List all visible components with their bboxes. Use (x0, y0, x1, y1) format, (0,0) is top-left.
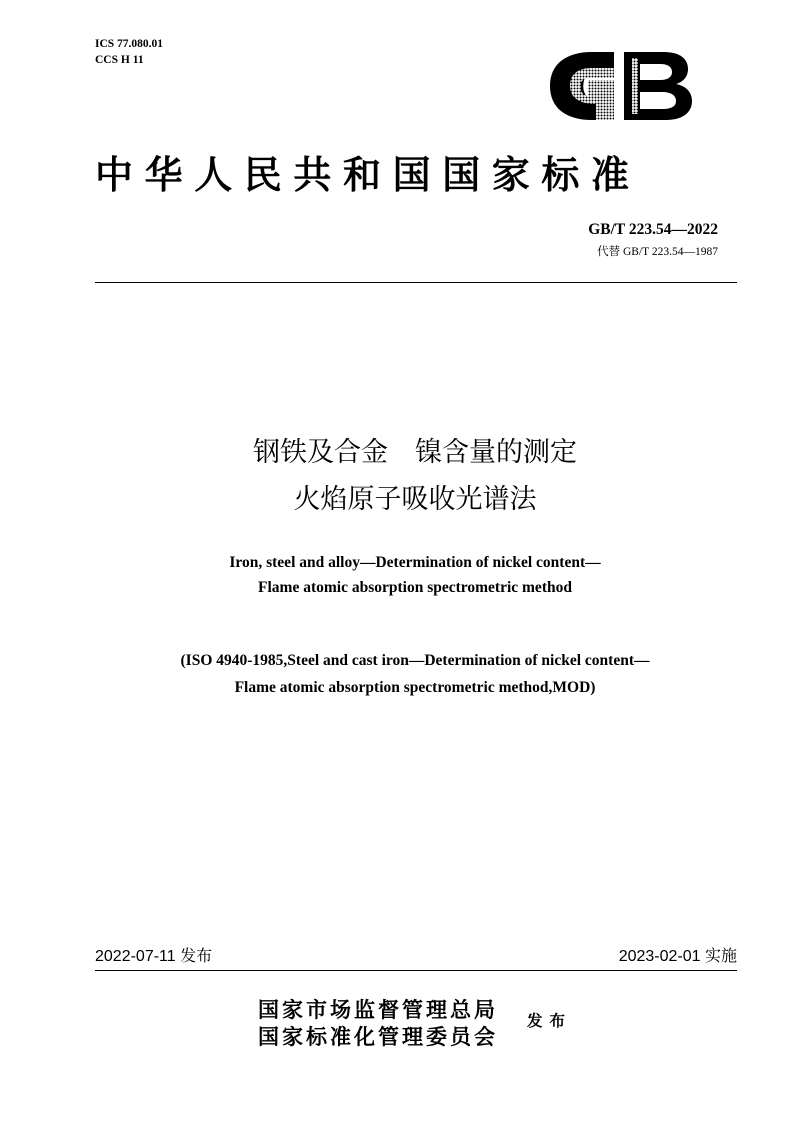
issued-label: 发布 (527, 1012, 573, 1030)
standard-number: GB/T 223.54—2022 (588, 221, 718, 238)
title-zh-line-1: 钢铁及合金 镍含量的测定 (253, 437, 577, 468)
iso-reference-line-1: (ISO 4940-1985,Steel and cast iron—Determination of nickel content— (180, 652, 650, 669)
effective-date: 2023-02-01 实施 (618, 948, 737, 965)
publish-date: 2022-07-11 发布 (95, 948, 213, 965)
classification-codes (95, 36, 163, 68)
ics-code: ICS 77.080.01 (95, 38, 164, 50)
title-en-line-1: Iron, steel and alloy—Determination of nickel content— (229, 554, 601, 571)
national-standard-heading: 中华人民共和国国家标准 (95, 153, 641, 197)
replaces-standard: 代替 GB/T 223.54—1987 (597, 246, 718, 258)
ccs-code: CCS H 11 (95, 54, 144, 66)
gb-logo-icon (540, 48, 696, 124)
issuer-samr: 国家市场监督管理总局 (258, 997, 498, 1022)
title-en-line-2: Flame atomic absorption spectrometric method (258, 579, 572, 596)
footer-divider (95, 970, 737, 971)
title-zh-line-2: 火焰原子吸收光谱法 (293, 484, 537, 515)
issuing-authorities (258, 996, 498, 1050)
gb-logo (540, 48, 696, 124)
iso-reference-line-2: Flame atomic absorption spectrometric method,MOD) (234, 679, 596, 696)
header-divider (95, 282, 737, 283)
issuer-sac: 国家标准化管理委员会 (258, 1024, 498, 1049)
